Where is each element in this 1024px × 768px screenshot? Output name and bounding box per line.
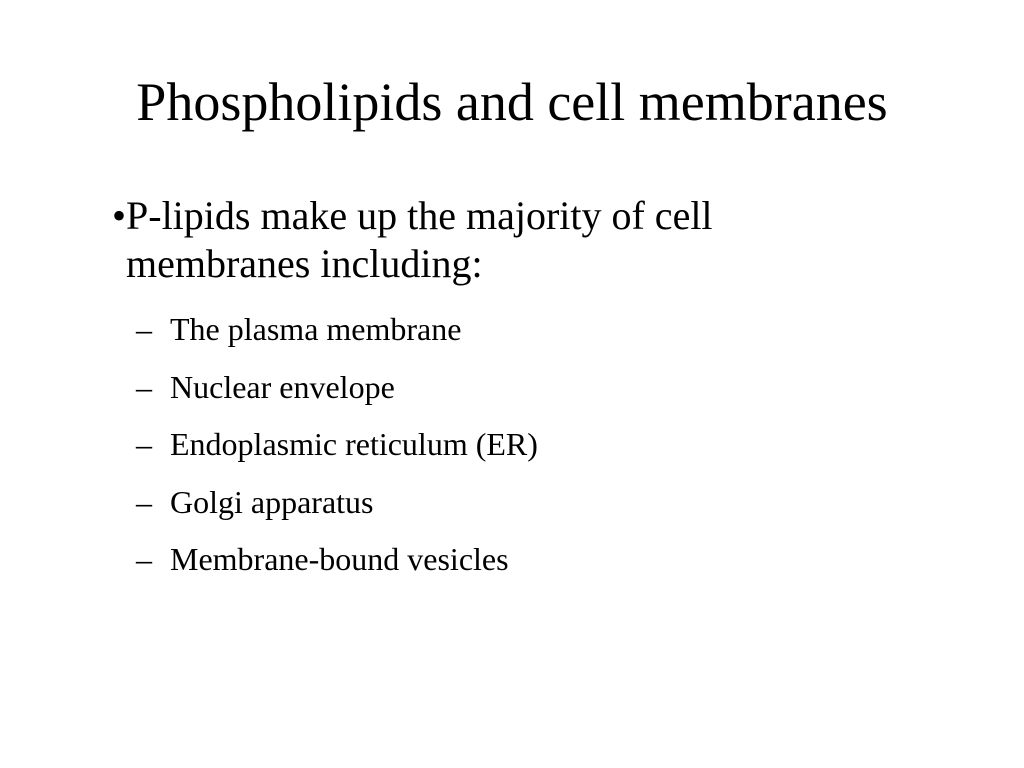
sub-bullet-item — [136, 535, 836, 593]
dash-marker: – — [136, 368, 152, 405]
sub-bullet-text: The plasma membrane — [170, 311, 462, 347]
dash-marker: – — [136, 541, 152, 577]
bullet-row — [112, 192, 872, 288]
sub-bullet-text: Nuclear envelope — [170, 368, 395, 405]
dash-marker: – — [136, 483, 152, 520]
sub-bullet-list — [136, 305, 836, 593]
sub-bullet-item — [136, 478, 836, 536]
sub-bullet-text: Golgi apparatus — [170, 483, 374, 520]
sub-bullet-item — [136, 305, 836, 363]
sub-bullet-item — [136, 363, 836, 421]
sub-bullet-item — [136, 420, 836, 478]
sub-bullet-text: Endoplasmic reticulum (ER) — [170, 426, 538, 462]
dash-marker: – — [136, 426, 152, 462]
main-bullet — [112, 192, 872, 288]
dash-marker: – — [136, 311, 152, 347]
bullet-text: P-lipids make up the majority of cell membranes including: — [126, 193, 713, 286]
sub-bullet-text: Membrane-bound vesicles — [170, 541, 509, 577]
slide-title: Phospholipids and cell membranes — [136, 72, 888, 132]
bullet-marker: • — [112, 193, 127, 238]
